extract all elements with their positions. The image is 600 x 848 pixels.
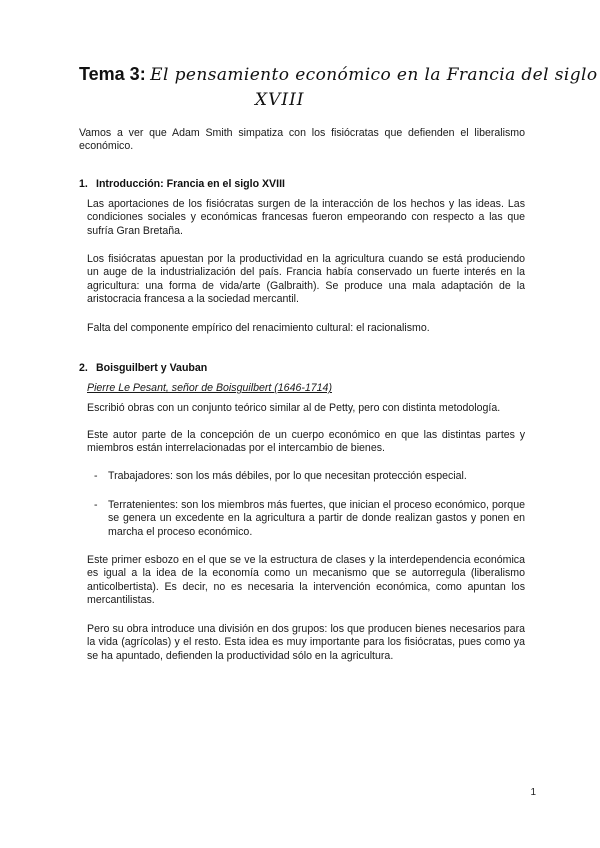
bullet-marker-2: - bbox=[94, 499, 98, 511]
intro-paragraph: Vamos a ver que Adam Smith simpatiza con los fisiócratas que defienden el liberalismo económico. bbox=[79, 127, 525, 153]
title-prefix: Tema 3: bbox=[79, 64, 146, 84]
page-number: 1 bbox=[530, 787, 536, 798]
section2-heading bbox=[79, 362, 207, 375]
title-main-line1: El pensamiento económico en la Francia del siglo bbox=[150, 65, 598, 85]
section2-paragraph-3: Este primer esbozo en el que se ve la estructura de clases y la interdependencia económica es igual a la idea de la economía como un mecanismo que se autorregula (liberalismo anticolbertista). Es decir, no es necesaria la intervención económica, como apuntan los mercantilistas. bbox=[87, 554, 525, 607]
section1-paragraph-1: Las aportaciones de los fisiócratas surgen de la interacción de los hechos y las ideas. Las condiciones sociales y económicas francesas fueron empeorando con respecto a las que sufría Gran Bretaña. bbox=[87, 198, 525, 237]
section2-paragraph-4: Pero su obra introduce una división en dos grupos: los que producen bienes necesarios para la vida (agrícolas) y el resto. Esta idea es muy importante para los fisiócratas, pues como ya se ha apuntado, defienden la productividad sólo en la agricultura. bbox=[87, 623, 525, 662]
section2-title: Boisguilbert y Vauban bbox=[96, 362, 208, 374]
section1-paragraph-3: Falta del componente empírico del renacimiento cultural: el racionalismo. bbox=[87, 322, 430, 334]
section1-title: Introducción: Francia en el siglo XVIII bbox=[96, 178, 285, 190]
page-title bbox=[79, 64, 598, 85]
section2-number: 2. bbox=[79, 362, 88, 374]
title-main-line2: XVIII bbox=[255, 90, 305, 110]
bullet-item-landowners: Terratenientes: son los miembros más fuertes, que inician el proceso económico, porque se genera un excedente en la agricultura a partir de donde realizan gastos y ponen en marcha el proceso económico. bbox=[108, 499, 525, 538]
section1-heading bbox=[79, 178, 285, 191]
bullet-item-workers: Trabajadores: son los más débiles, por lo que necesitan protección especial. bbox=[108, 470, 467, 482]
section2-paragraph-1: Escribió obras con un conjunto teórico similar al de Petty, pero con distinta metodología. bbox=[87, 402, 501, 414]
section2-subheading: Pierre Le Pesant, señor de Boisguilbert (1646-1714) bbox=[87, 382, 332, 394]
section2-paragraph-2: Este autor parte de la concepción de un cuerpo económico en que las distintas partes y miembros están interrelacionadas por el intercambio de bienes. bbox=[87, 429, 525, 455]
section1-number: 1. bbox=[79, 178, 88, 190]
bullet-marker-1: - bbox=[94, 470, 98, 482]
section1-paragraph-2: Los fisiócratas apuestan por la productividad en la agricultura cuando se está produciendo un auge de la industrialización del país. Francia había conservado un fuerte interés en la agricultura: una forma de vida/arte (Galbraith). Se produce una mala adaptación de la aristocracia francesa a la sociedad mercantil. bbox=[87, 253, 525, 306]
